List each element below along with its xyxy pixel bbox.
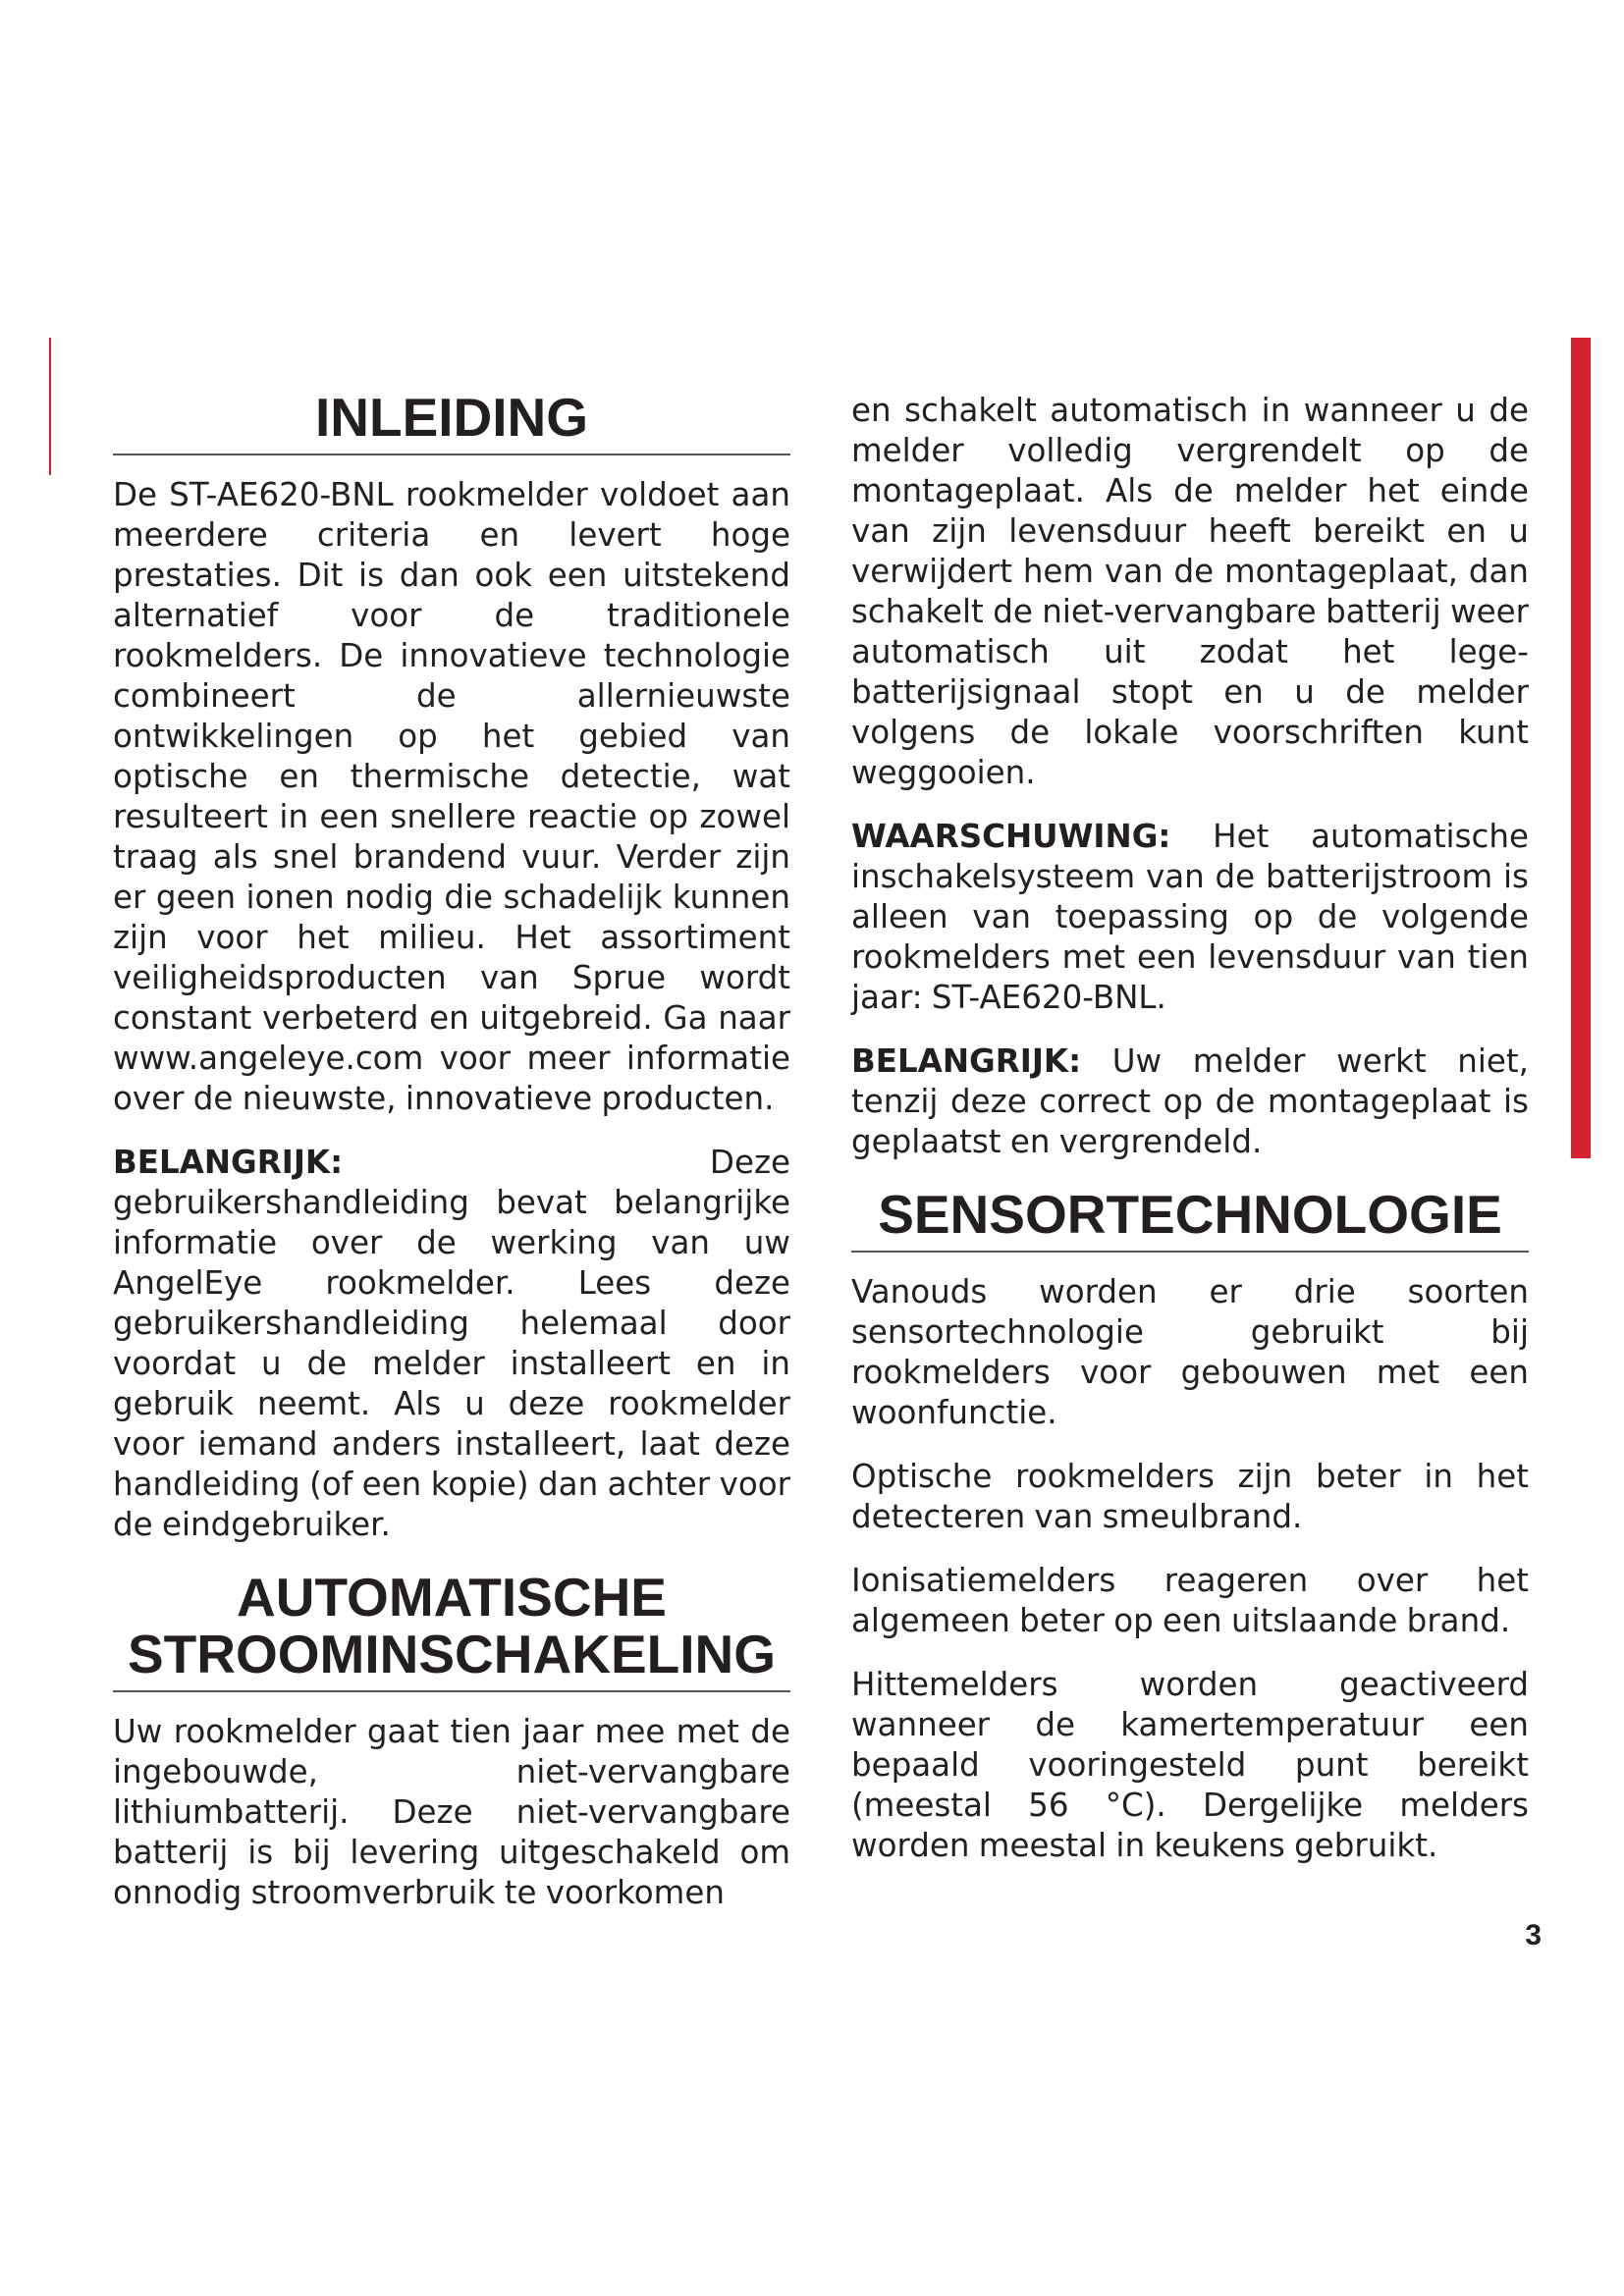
auto-power-paragraph: Uw rookmelder gaat tien jaar mee met de ingebouwde, niet-vervangbare lithiumbatterij. Deze niet-vervangbare batterij is bij levering uitgeschakeld om onnodig stroomverbruik te voorkomen [113, 1713, 790, 1911]
important-text-2: Uw melder werkt niet, tenzij deze correct op de montageplaat is geplaatst en vergrendeld. [851, 1042, 1529, 1160]
auto-power-paragraph-continued: en schakelt automatisch in wanneer u de melder volledig vergrendelt op de montageplaat. Als de melder het einde van zijn levensduur heeft bereikt en u verwijdert hem van de montageplaat, dan schakelt de niet-vervangbare batterij weer automatisch uit zodat het lege-batterijsignaal stopt en u de melder volgens de lokale voorschriften kunt weggooien. [851, 392, 1529, 791]
sensor-paragraph-3: Ionisatiemelders reageren over het algemeen beter op een uitslaande brand. [851, 1562, 1529, 1639]
heading-sensortechnologie: SENSORTECHNOLOGIE [851, 1186, 1529, 1253]
important-label-2: BELANGRIJK: [851, 1042, 1082, 1080]
warning-text: Het automatische inschakelsysteem van de batterijstroom is alleen van toepassing op de volgende rookmelders met een levensduur van tien jaar: ST-AE620-BNL. [851, 818, 1529, 1016]
heading-automatische-stroominschakeling [113, 1569, 790, 1692]
important-label: BELANGRIJK: [113, 1144, 344, 1181]
sensor-paragraph-1: Vanouds worden er drie soorten sensortechnologie gebruikt bij rookmelders voor gebouwen met een woonfunctie. [851, 1273, 1529, 1431]
important-paragraph-2 [851, 1041, 1529, 1162]
left-column [113, 389, 790, 1913]
sensor-paragraph-4: Hittemelders worden geactiveerd wanneer de kamertemperatuur een bepaald vooringesteld punt bereikt (meestal 56 °C). Dergelijke melders worden meestal in keukens gebruikt. [851, 1666, 1529, 1864]
important-paragraph [113, 1143, 790, 1545]
warning-paragraph [851, 817, 1529, 1018]
heading-inleiding: INLEIDING [113, 389, 790, 455]
important-text: Deze gebruikershandleiding bevat belangrijke informatie over de werking van uw AngelEye rookmelder. Lees deze gebruikershandleiding helemaal door voordat u de melder installeert en in gebruik neemt. Als u deze rookmelder voor iemand anders installeert, laat deze handleiding (of een kopie) dan achter voor de eindgebruiker. [113, 1144, 790, 1543]
red-side-tab [1571, 338, 1591, 1158]
sensor-paragraph-2: Optische rookmelders zijn beter in het detecteren van smeulbrand. [851, 1458, 1529, 1535]
intro-paragraph: De ST-AE620-BNL rookmelder voldoet aan meerdere criteria en levert hoge prestaties. Dit is dan ook een uitstekend alternatief voor de traditionele rookmelders. De innovatieve technologie combineert de allernieuwste ontwikkelingen op het gebied van optische en thermische detectie, wat resulteert in een snellere reactie op zowel traag als snel brandend vuur. Verder zijn er geen ionen nodig die schadelijk kunnen zijn voor het milieu. Het assortiment veiligheidsproducten van Sprue wordt constant verbeterd en uitgebreid. Ga naar www.angeleye.com voor meer informatie over de nieuwste, innovatieve producten. [113, 476, 790, 1117]
page-number: 3 [1525, 1919, 1542, 1951]
heading-line-2: STROOMINSCHAKELING [128, 1624, 776, 1684]
heading-line-1: AUTOMATISCHE [237, 1567, 667, 1628]
right-column [851, 391, 1529, 1866]
warning-label: WAARSCHUWING: [851, 818, 1171, 855]
left-margin-marker [49, 338, 51, 475]
